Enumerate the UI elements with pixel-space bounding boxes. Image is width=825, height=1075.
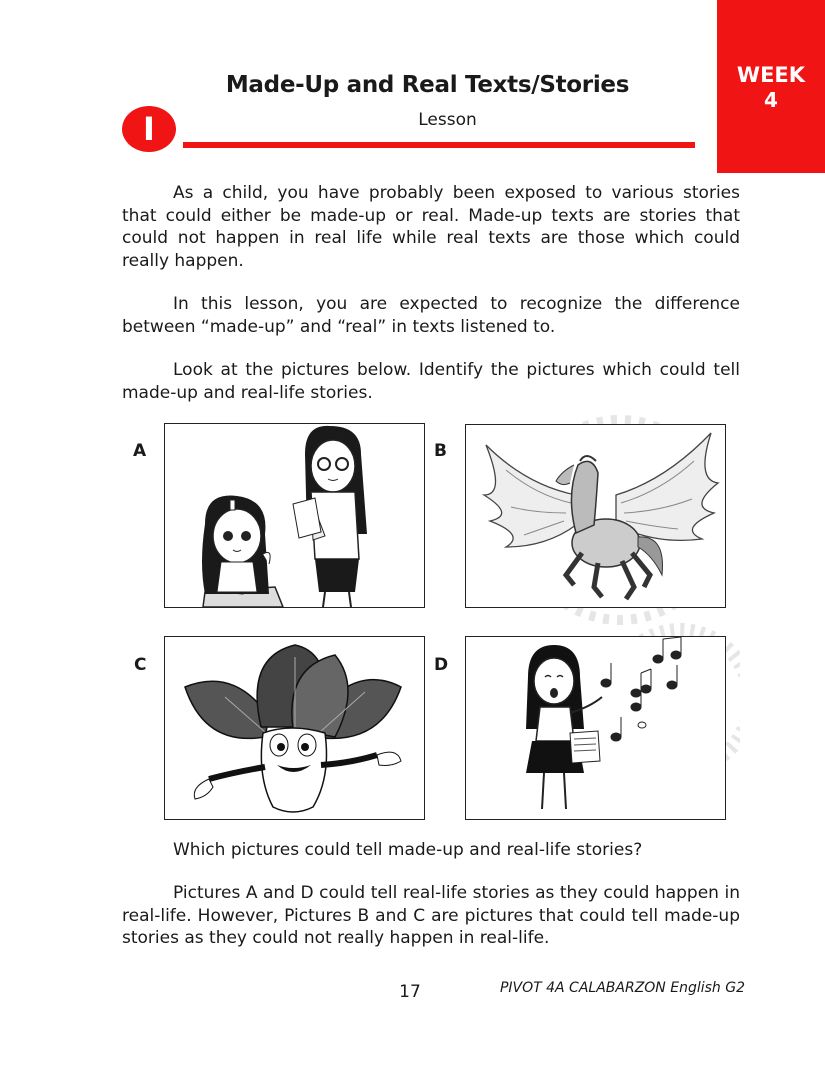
picture-label-c: C	[134, 655, 147, 675]
picture-a-frame	[164, 423, 425, 608]
week-tab-number: 4	[764, 88, 778, 112]
footer-source: PIVOT 4A CALABARZON English G2	[499, 980, 745, 996]
singing-girl-illustration-icon	[466, 637, 725, 819]
picture-label-a: A	[133, 441, 147, 461]
section-subtitle: Lesson	[418, 110, 477, 130]
answer-paragraph: Pictures A and D could tell real-life stories as they could happen in real-life. However, Pictures B and C are pictures that could tell made-up stories as they could not really happen in real-life.	[122, 883, 740, 948]
question-paragraph: Which pictures could tell made-up and real-life stories?	[173, 840, 643, 860]
objective-paragraph: In this lesson, you are expected to recognize the difference between “made-up” and “real” in texts listened to.	[122, 294, 740, 337]
picture-label-b: B	[434, 441, 447, 461]
intro-paragraph: As a child, you have probably been exposed to various stories that could either be made-up or real. Made-up texts are stories that could not happen in real life while real texts are those which could really happen.	[122, 183, 740, 271]
week-tab-label: WEEK	[736, 63, 806, 87]
smiling-cabbage-illustration-icon	[165, 637, 424, 819]
picture-c-frame	[164, 636, 425, 820]
week-tab	[717, 0, 825, 173]
instruction-paragraph: Look at the pictures below. Identify the pictures which could tell made-up and real-life stories.	[122, 360, 740, 403]
girls-reading-illustration-icon	[165, 424, 424, 607]
picture-label-d: D	[434, 655, 449, 675]
page-number: 17	[399, 982, 421, 1002]
picture-b-frame	[465, 424, 726, 608]
picture-d-frame	[465, 636, 726, 820]
red-divider	[183, 142, 695, 148]
winged-horse-illustration-icon	[466, 425, 725, 607]
page-title: Made-Up and Real Texts/Stories	[225, 72, 630, 98]
section-badge: I	[122, 106, 176, 152]
